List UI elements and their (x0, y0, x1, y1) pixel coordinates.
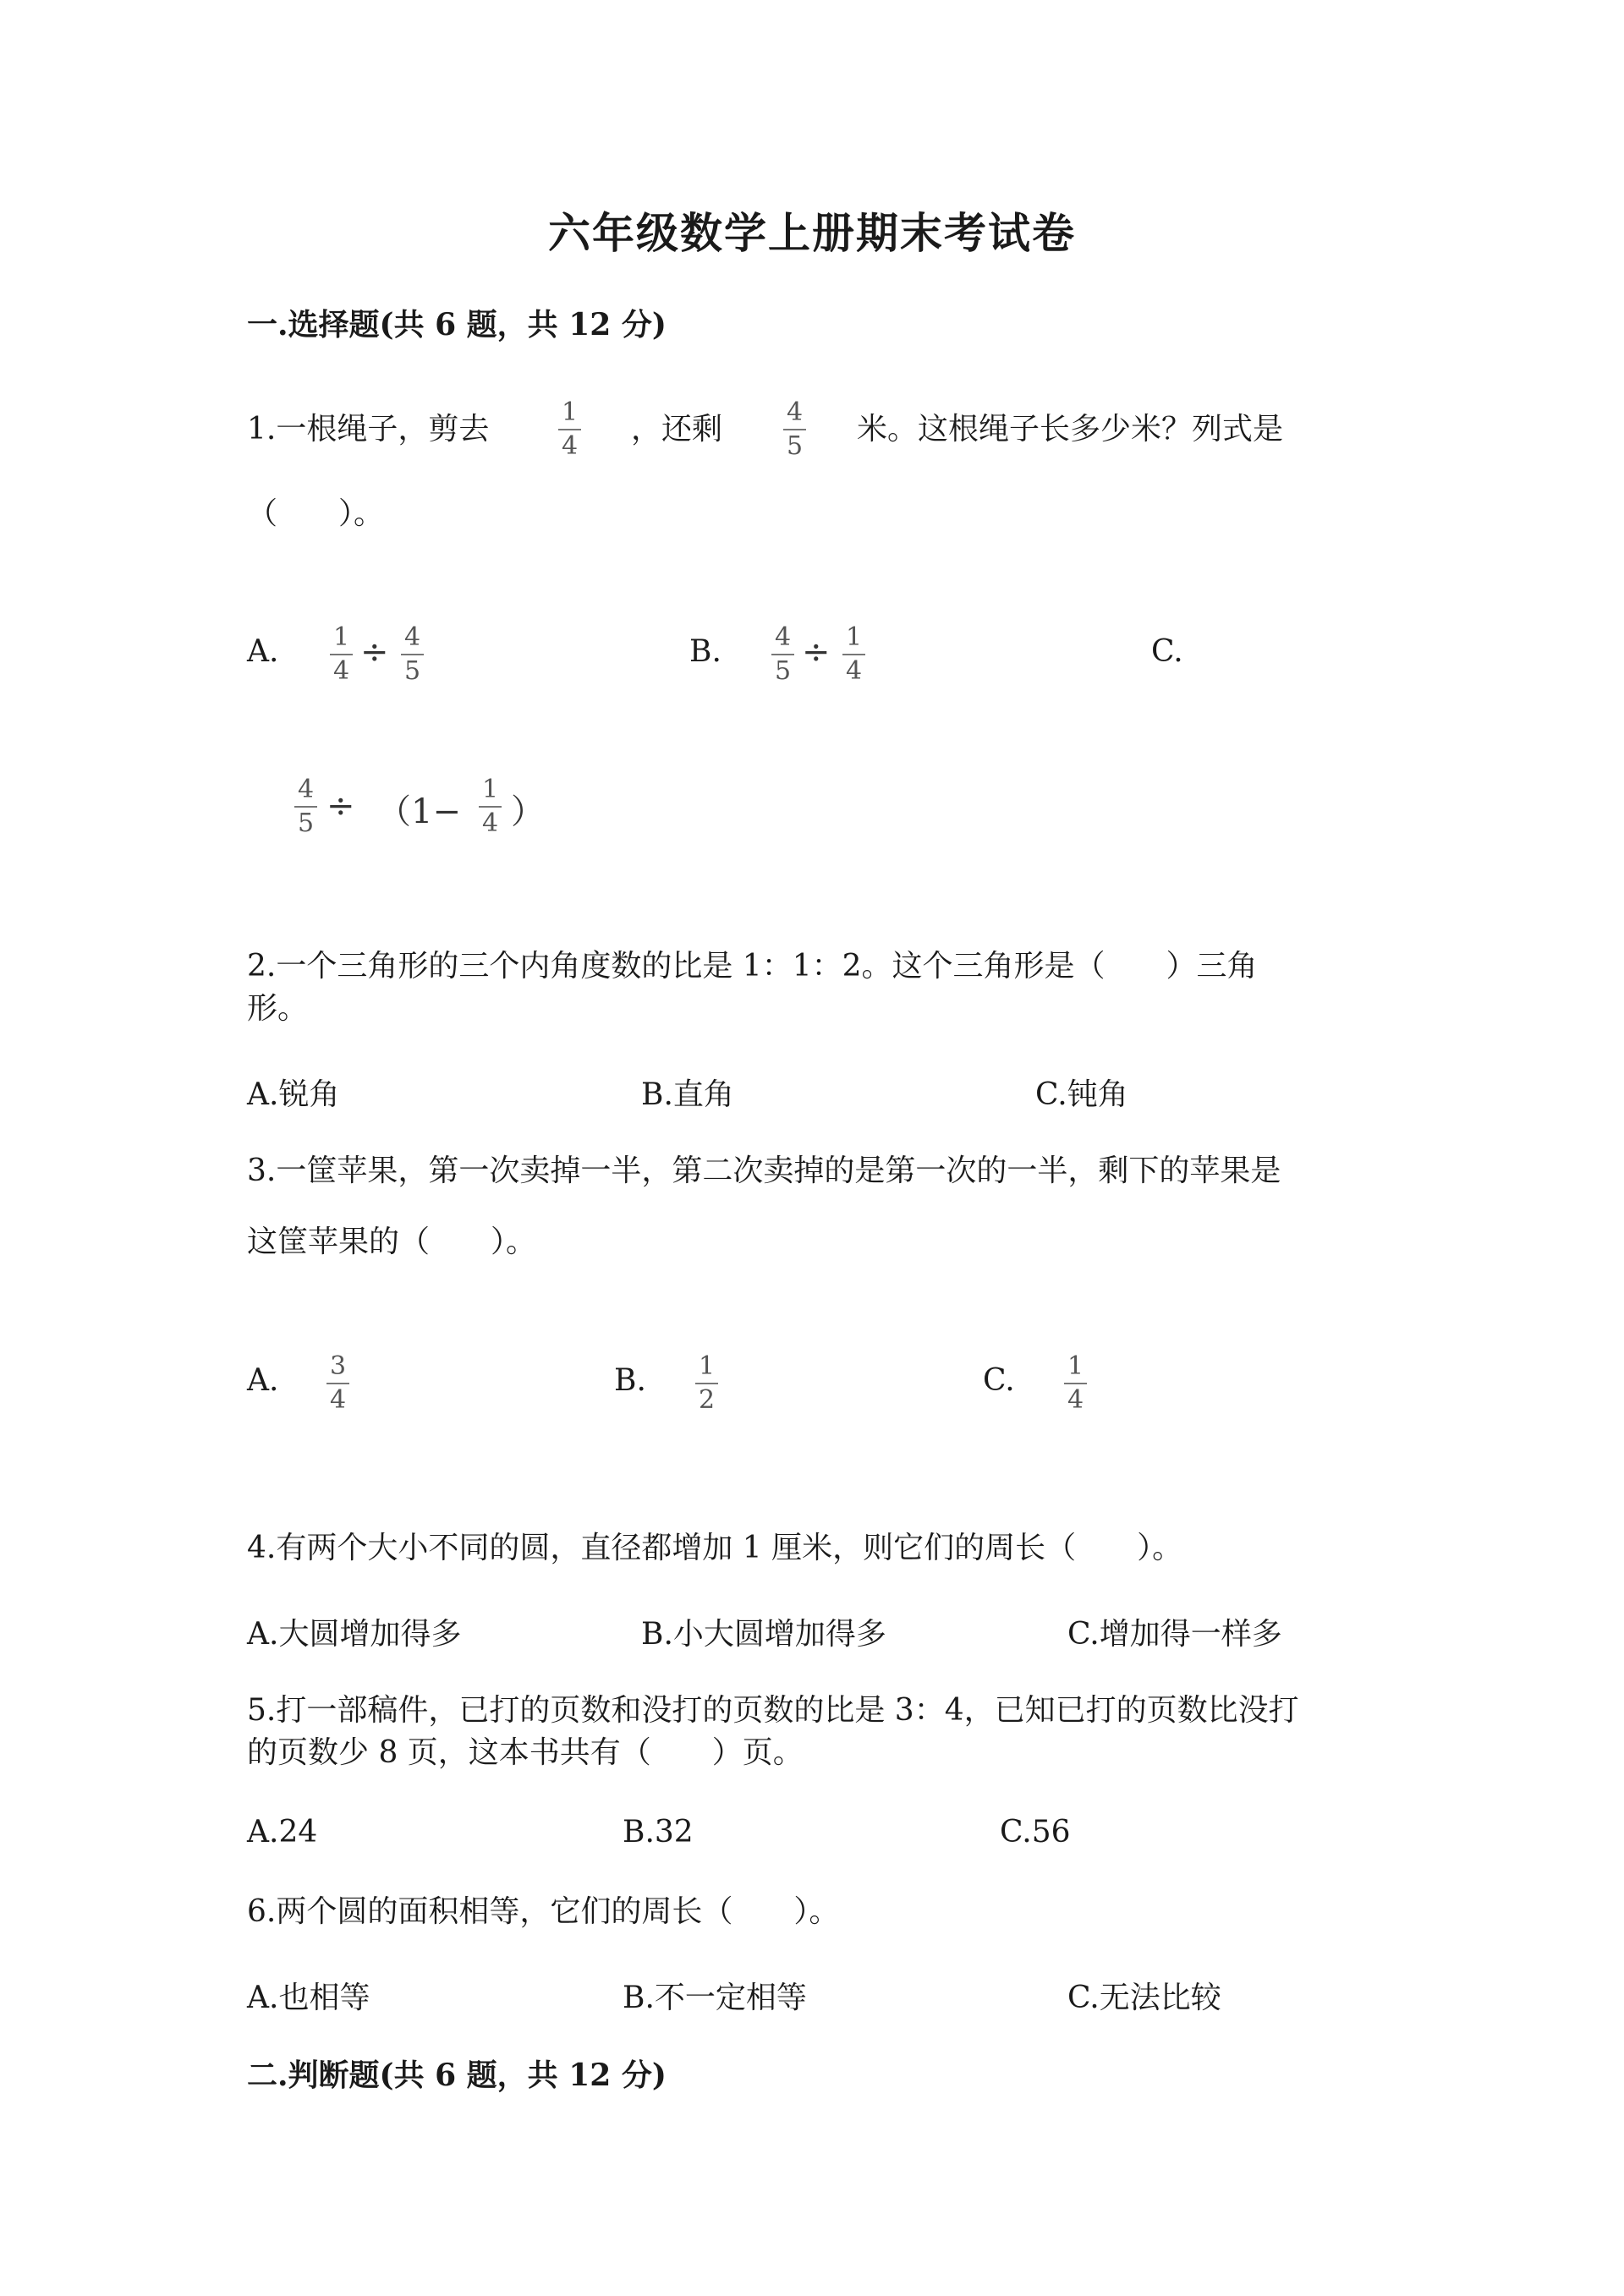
fraction-denominator: 4 (558, 429, 581, 460)
fraction-numerator: 1 (562, 397, 579, 427)
fraction-denominator: 4 (1064, 1383, 1087, 1414)
q1-option-c-label[interactable]: C. (1151, 634, 1183, 669)
q3-line-2: 这筐苹果的（ ）。 (247, 1225, 537, 1259)
q1-text-part1: 1.一根绳子，剪去 (247, 412, 490, 447)
divide-sign: ÷ (326, 786, 355, 825)
q1-option-c-paren-open: （1− (377, 792, 461, 831)
divide-sign: ÷ (802, 633, 831, 671)
q5-line-2: 的页数少 8 页，这本书共有（ ）页。 (247, 1735, 804, 1770)
q3-option-a-label[interactable]: A. (247, 1363, 279, 1398)
section-heading-choice: 一.选择题(共 6 题，共 12 分) (247, 307, 667, 342)
q4-option-b[interactable]: B.小大圆增加得多 (641, 1617, 886, 1652)
fraction-denominator: 5 (783, 429, 806, 460)
fraction-denominator: 4 (842, 654, 865, 685)
q2-line-2: 形。 (247, 991, 309, 1026)
fraction-denominator: 2 (695, 1383, 718, 1414)
fraction-denominator: 4 (330, 654, 353, 685)
q1-option-a-label[interactable]: A. (247, 634, 279, 669)
q6-option-b[interactable]: B.不一定相等 (623, 1981, 807, 2015)
fraction-denominator: 5 (294, 806, 317, 837)
q1-option-a-fraction-1 (330, 624, 353, 684)
fraction-numerator: 1 (482, 775, 499, 804)
q1-answer-blank: （ ）。 (247, 496, 385, 531)
q6-option-c[interactable]: C.无法比较 (1067, 1981, 1221, 2015)
fraction-denominator: 5 (401, 654, 424, 685)
q4-line-1: 4.有两个大小不同的圆，直径都增加 1 厘米，则它们的周长（ ）。 (247, 1531, 1183, 1565)
fraction-numerator: 3 (330, 1351, 347, 1381)
q2-option-c[interactable]: C.钝角 (1035, 1077, 1128, 1112)
fraction-numerator: 1 (333, 622, 350, 652)
q1-fraction-remaining (783, 399, 806, 459)
fraction-numerator: 1 (846, 622, 863, 652)
page-title: 六年级数学上册期末考试卷 (548, 208, 1076, 258)
fraction-numerator: 4 (298, 775, 315, 804)
q5-option-c[interactable]: C.56 (1000, 1815, 1071, 1849)
fraction-numerator: 1 (699, 1351, 716, 1381)
q6-line-1: 6.两个圆的面积相等，它们的周长（ ）。 (247, 1894, 840, 1929)
q2-line-1: 2.一个三角形的三个内角度数的比是 1：1：2。这个三角形是（ ）三角 (247, 949, 1258, 984)
fraction-denominator: 5 (771, 654, 794, 685)
q1-option-b-fraction-1 (771, 624, 794, 684)
q4-option-c[interactable]: C.增加得一样多 (1067, 1617, 1282, 1652)
q6-option-a[interactable]: A.也相等 (247, 1981, 370, 2015)
q2-option-a[interactable]: A.锐角 (247, 1077, 340, 1112)
fraction-denominator: 4 (326, 1383, 349, 1414)
q3-line-1: 3.一筐苹果，第一次卖掉一半，第二次卖掉的是第一次的一半，剩下的苹果是 (247, 1153, 1281, 1188)
q1-option-b-fraction-2 (842, 624, 865, 684)
q1-option-c-fraction-2 (479, 776, 502, 836)
q3-option-c-fraction (1064, 1353, 1087, 1413)
section-heading-judgement: 二.判断题(共 6 题，共 12 分) (247, 2058, 667, 2093)
fraction-numerator: 4 (775, 622, 792, 652)
q5-line-1: 5.打一部稿件，已打的页数和没打的页数的比是 3：4，已知已打的页数比没打 (247, 1693, 1299, 1728)
fraction-denominator: 4 (479, 806, 502, 837)
q1-option-c-paren-close: ） (511, 792, 545, 831)
q1-option-c-fraction-1 (294, 776, 317, 836)
q1-option-a-fraction-2 (401, 624, 424, 684)
q1-fraction-cut (558, 399, 581, 459)
q3-option-b-label[interactable]: B. (614, 1363, 646, 1398)
q1-text-part3: 米。这根绳子长多少米？列式是 (857, 412, 1284, 447)
q3-option-a-fraction (326, 1353, 349, 1413)
fraction-numerator: 1 (1067, 1351, 1084, 1381)
q2-option-b[interactable]: B.直角 (641, 1077, 734, 1112)
q1-text-part2: ，还剩 (631, 412, 723, 447)
q5-option-b[interactable]: B.32 (623, 1815, 694, 1849)
fraction-numerator: 4 (787, 397, 804, 427)
divide-sign: ÷ (360, 633, 389, 671)
q3-option-b-fraction (695, 1353, 718, 1413)
q3-option-c-label[interactable]: C. (983, 1363, 1015, 1398)
q4-option-a[interactable]: A.大圆增加得多 (247, 1617, 462, 1652)
q5-option-a[interactable]: A.24 (247, 1815, 318, 1849)
q1-option-b-label[interactable]: B. (689, 634, 721, 669)
fraction-numerator: 4 (404, 622, 421, 652)
